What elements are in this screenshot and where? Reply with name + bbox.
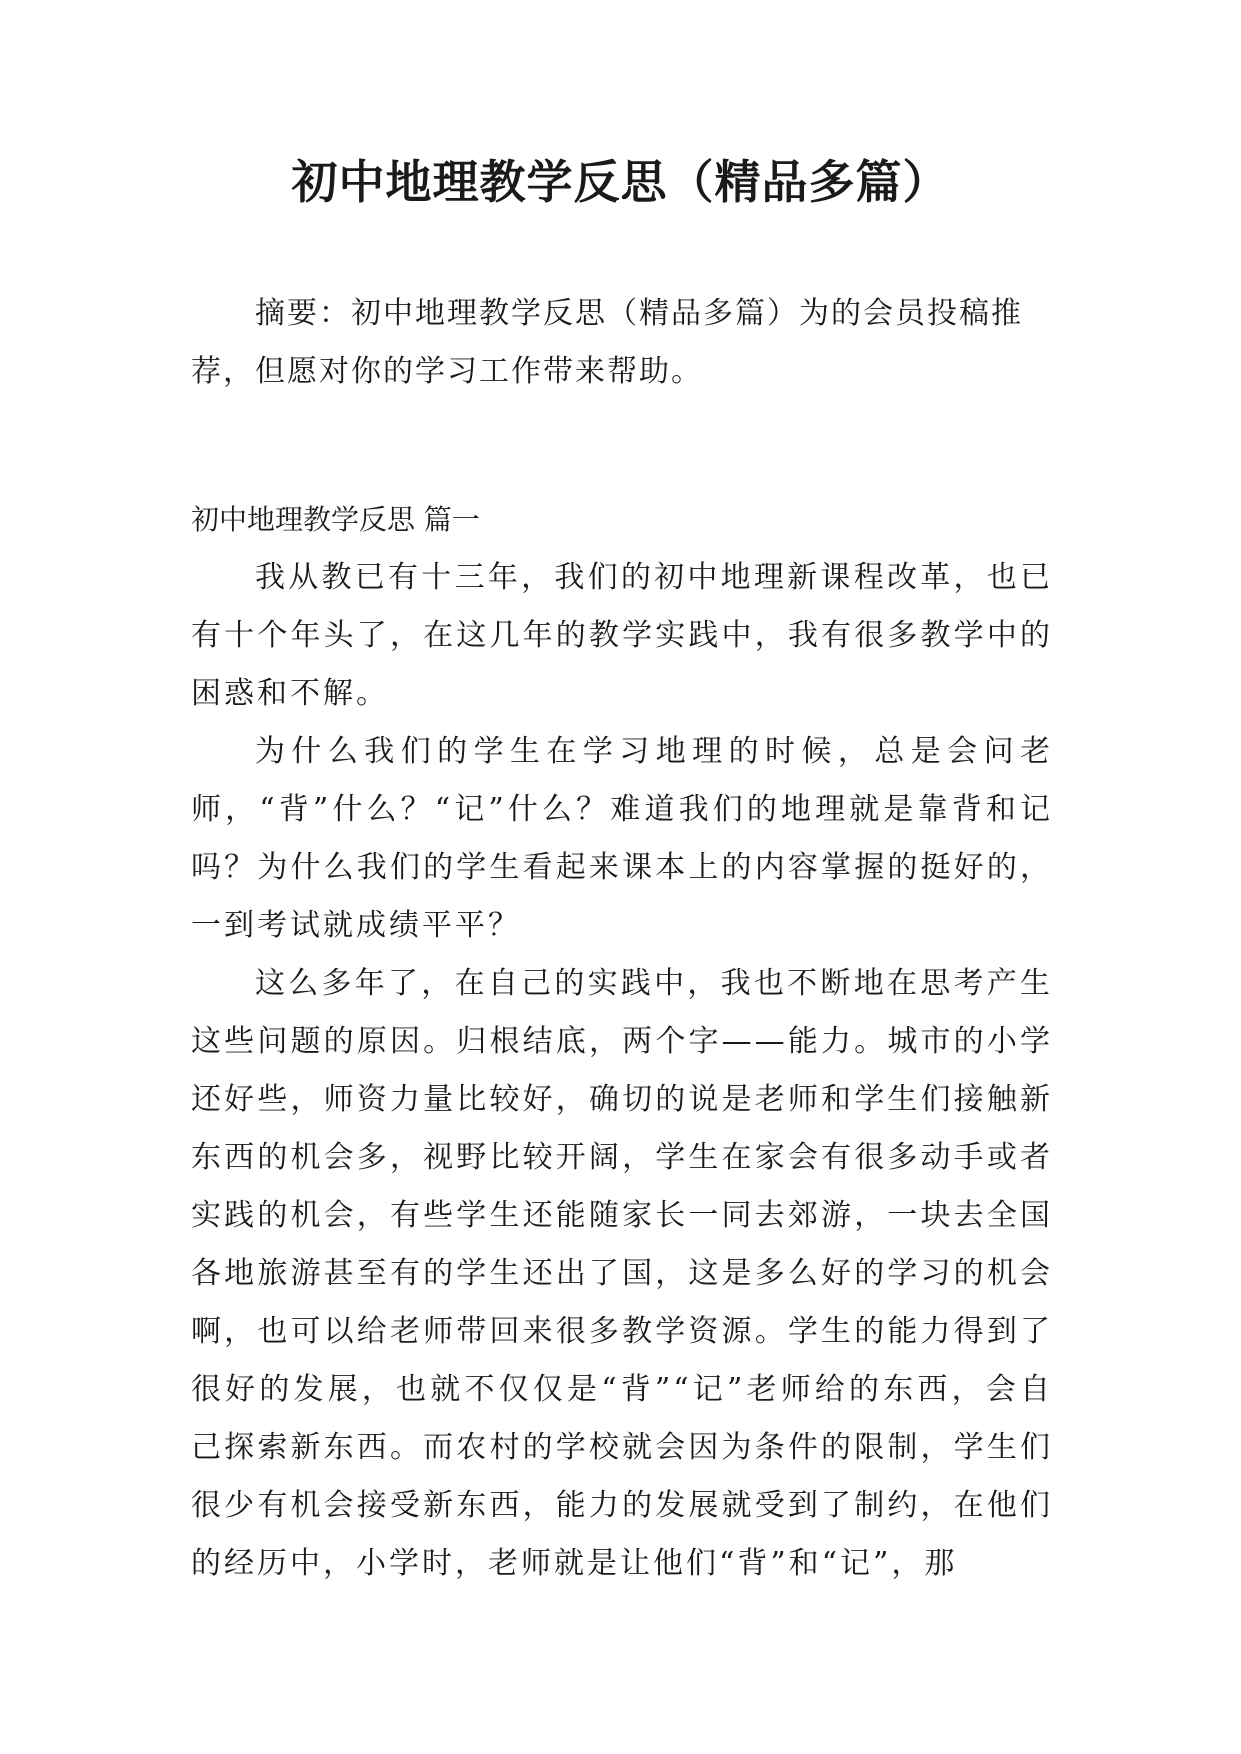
abstract-paragraph: 摘要：初中地理教学反思（精品多篇）为的会员投稿推荐，但愿对你的学习工作带来帮助。	[191, 296, 1023, 389]
body-paragraph-1: 我从教已有十三年，我们的初中地理新课程改革，也已有十个年头了，在这几年的教学实践中，我有很多教学中的困惑和不解。	[191, 560, 1053, 711]
document-title: 初中地理教学反思（精品多篇）	[291, 155, 950, 209]
body-paragraph-3: 这么多年了，在自己的实践中，我也不断地在思考产生这些问题的原因。归根结底，两个字——能力。城市的小学还好些，师资力量比较好，确切的说是老师和学生们接触新东西的机会多，视野比较开阔，学生在家会有很多动手或者实践的机会，有些学生还能随家长一同去郊游，一块去全国各地旅游甚至有的学生还出了国，这是多么好的学习的机会啊，也可以给老师带回来很多教学资源。学生的能力得到了很好的发展，也就不仅仅是“背”“记”老师给的东西，会自己探索新东西。而农村的学校就会因为条件的限制，学生们很少有机会接受新东西，能力的发展就受到了制约，在他们的经历中，小学时，老师就是让他们“背”和“记”，那	[191, 966, 1053, 1581]
document-body	[191, 285, 1053, 1593]
section-heading: 初中地理教学反思 篇一	[191, 503, 480, 536]
body-paragraph-2: 为什么我们的学生在学习地理的时候，总是会问老师，“背”什么？“记”什么？难道我们的地理就是靠背和记吗？为什么我们的学生看起来课本上的内容掌握的挺好的，一到考试就成绩平平？	[191, 734, 1053, 943]
